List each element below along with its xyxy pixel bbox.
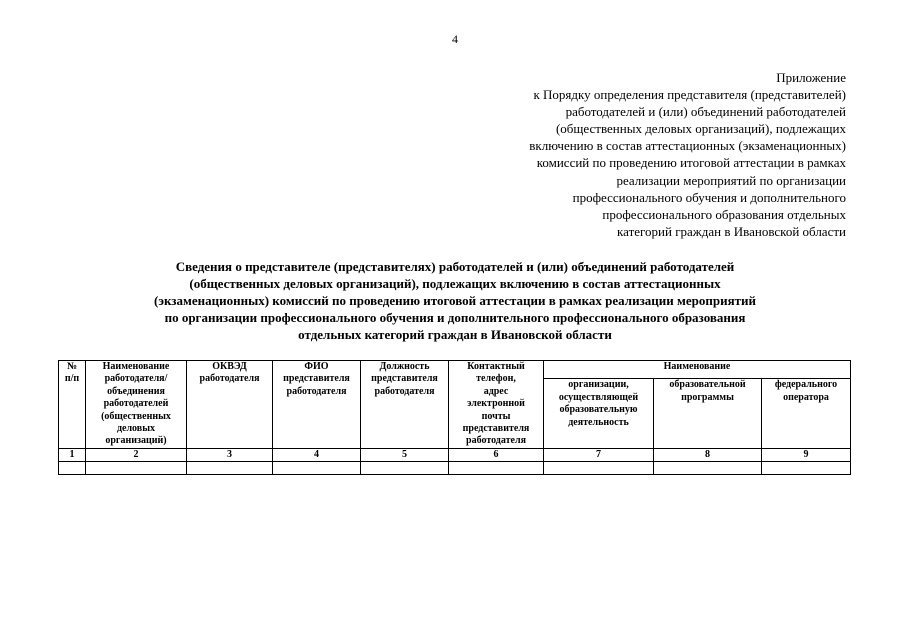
- column-number: 3: [187, 448, 273, 461]
- appendix-line: работодателей и (или) объединений работодателей: [565, 104, 846, 120]
- header-operator: федерального оператора: [762, 379, 851, 448]
- header-employer-name: Наименование работодателя/ объединения работодателей (общественных деловых организаций): [86, 361, 187, 449]
- title-line: по организации профессионального обучения и дополнительного профессионального образования: [164, 310, 746, 326]
- empty-cell: [86, 461, 187, 474]
- header-row: [59, 361, 851, 379]
- empty-cell: [654, 461, 762, 474]
- representatives-table: [58, 360, 851, 475]
- title-line: (экзаменационных) комиссий по проведению итоговой аттестации в рамках реализации мероприятий: [154, 293, 756, 309]
- appendix-line: Приложение: [776, 70, 846, 85]
- appendix-line: категорий граждан в Ивановской области: [617, 223, 846, 239]
- appendix-note: [440, 69, 846, 240]
- empty-cell: [59, 461, 86, 474]
- column-number: 8: [654, 448, 762, 461]
- column-number: 9: [762, 448, 851, 461]
- appendix-line: включению в состав аттестационных (экзаменационных): [529, 138, 846, 154]
- header-okved: ОКВЭД работодателя: [187, 361, 273, 449]
- table-row: [59, 461, 851, 474]
- empty-cell: [449, 461, 544, 474]
- appendix-line: профессионального образования отдельных: [602, 206, 846, 222]
- title-line: (общественных деловых организаций), подлежащих включению в состав аттестационных: [189, 276, 721, 292]
- empty-cell: [187, 461, 273, 474]
- column-number: 1: [59, 448, 86, 461]
- header-group-name: Наименование: [544, 361, 851, 379]
- appendix-line: (общественных деловых организаций), подлежащих: [555, 121, 846, 137]
- title-line: отдельных категорий граждан в Ивановской области: [298, 327, 612, 343]
- title-line: Сведения о представителе (представителях) работодателей и (или) объединений работодателей: [175, 259, 735, 274]
- column-number: 4: [273, 448, 361, 461]
- empty-cell: [361, 461, 449, 474]
- header-num: № п/п: [59, 361, 86, 449]
- header-organization: организации, осуществляющей образовательную деятельность: [544, 379, 654, 448]
- appendix-line: комиссий по проведению итоговой аттестации в рамках: [536, 155, 846, 171]
- appendix-line: реализации мероприятий по организации: [616, 172, 846, 188]
- document-title: [95, 258, 815, 343]
- header-contact: Контактный телефон, адрес электронной почты представителя работодателя: [449, 361, 544, 449]
- column-number: 2: [86, 448, 187, 461]
- column-number: 7: [544, 448, 654, 461]
- column-numbers-row: [59, 448, 851, 461]
- appendix-line: к Порядку определения представителя (представителей): [533, 87, 846, 103]
- header-program: образовательной программы: [654, 379, 762, 448]
- empty-cell: [762, 461, 851, 474]
- header-position: Должность представителя работодателя: [361, 361, 449, 449]
- appendix-line: профессионального обучения и дополнительного: [572, 189, 846, 205]
- column-number: 6: [449, 448, 544, 461]
- page-number: 4: [452, 32, 458, 46]
- empty-cell: [544, 461, 654, 474]
- column-number: 5: [361, 448, 449, 461]
- header-fio: ФИО представителя работодателя: [273, 361, 361, 449]
- empty-cell: [273, 461, 361, 474]
